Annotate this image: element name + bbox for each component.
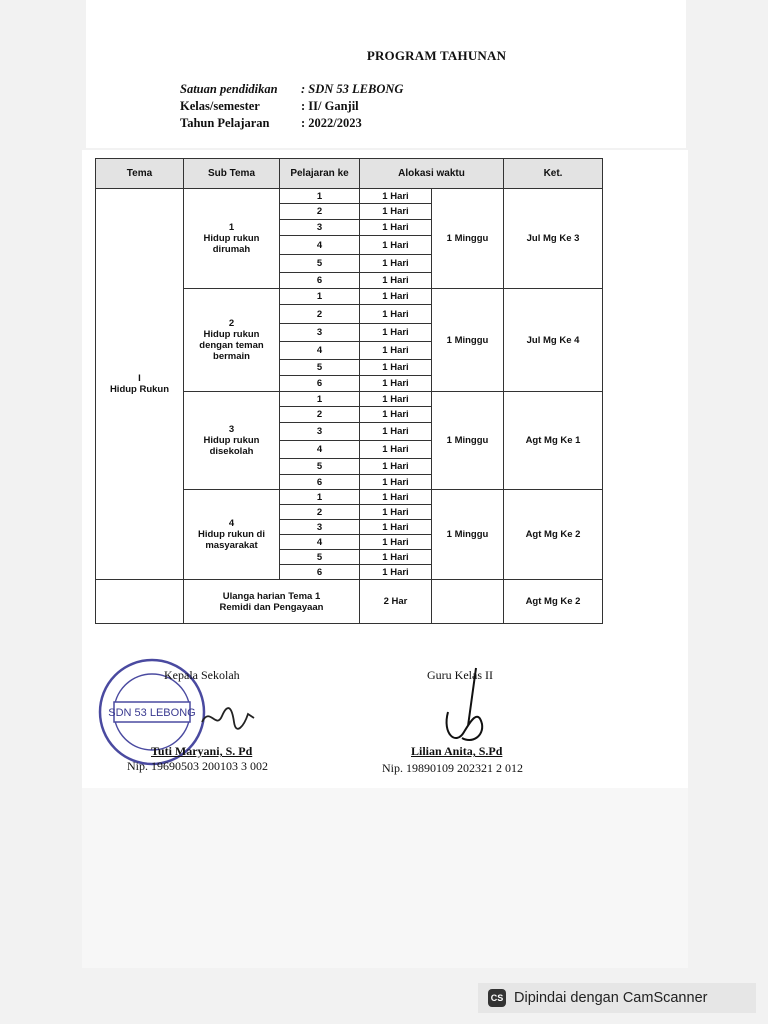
meta-label: Satuan pendidikan	[180, 82, 278, 96]
header-ket: Ket.	[504, 159, 603, 189]
lesson-duration-cell: 1 Hari	[360, 459, 432, 475]
week-allocation-cell: 1 Minggu	[432, 189, 504, 289]
lesson-duration-cell: 1 Hari	[360, 520, 432, 535]
lesson-duration-cell: 1 Hari	[360, 407, 432, 423]
signer-title: Guru Kelas II	[427, 668, 493, 682]
sub-tema-name: Hidup rukun di masyarakat	[197, 529, 266, 551]
lesson-duration-cell: 1 Hari	[360, 324, 432, 342]
lesson-number-cell: 3	[280, 520, 360, 535]
lesson-number-cell: 1	[280, 289, 360, 305]
header-sub-tema: Sub Tema	[184, 159, 280, 189]
lesson-duration-cell: 1 Hari	[360, 342, 432, 360]
week-allocation-cell: 1 Minggu	[432, 490, 504, 580]
signer-name: Lilian Anita, S.Pd	[411, 744, 503, 758]
lesson-duration-cell: 1 Hari	[360, 392, 432, 407]
meta-label: Kelas/semester	[180, 99, 260, 113]
lesson-duration-cell: 1 Hari	[360, 441, 432, 459]
lesson-number-cell: 4	[280, 441, 360, 459]
table-row-final	[96, 580, 603, 624]
final-line-2: Remidi dan Pengayaan	[219, 601, 324, 613]
sub-tema-cell	[184, 289, 280, 392]
meta-value: : 2022/2023	[301, 116, 362, 130]
empty-cell	[96, 580, 184, 624]
camscanner-label: Dipindai dengan CamScanner	[514, 990, 708, 1006]
lesson-duration-cell: 1 Hari	[360, 236, 432, 255]
lesson-number-cell: 5	[280, 550, 360, 565]
lesson-number-cell: 5	[280, 459, 360, 475]
header-pelajaran-ke: Pelajaran ke	[280, 159, 360, 189]
camscanner-badge	[478, 983, 756, 1013]
sub-tema-number: 3	[228, 424, 235, 435]
ket-cell: Agt Mg Ke 2	[504, 490, 603, 580]
lesson-duration-cell: 1 Hari	[360, 189, 432, 204]
lesson-duration-cell: 1 Hari	[360, 565, 432, 580]
lesson-number-cell: 6	[280, 376, 360, 392]
lesson-number-cell: 6	[280, 273, 360, 289]
lesson-number-cell: 5	[280, 255, 360, 273]
signer-nip: Nip. 19890109 202321 2 012	[382, 761, 523, 775]
camscanner-icon: CS	[488, 989, 506, 1007]
sub-tema-cell	[184, 189, 280, 289]
table-header-row	[96, 159, 603, 189]
lesson-number-cell: 1	[280, 189, 360, 204]
sub-tema-name: Hidup rukun disekolah	[203, 435, 260, 457]
lesson-duration-cell: 1 Hari	[360, 305, 432, 324]
signer-title: Kepala Sekolah	[164, 668, 240, 682]
lesson-duration-cell: 1 Hari	[360, 535, 432, 550]
empty-cell	[432, 580, 504, 624]
sub-tema-number: 2	[228, 318, 235, 329]
lesson-duration-cell: 1 Hari	[360, 273, 432, 289]
week-allocation-cell: 1 Minggu	[432, 392, 504, 490]
meta-row	[180, 116, 403, 133]
meta-label: Tahun Pelajaran	[180, 116, 270, 130]
final-ket-cell: Agt Mg Ke 2	[504, 580, 603, 624]
lesson-duration-cell: 1 Hari	[360, 289, 432, 305]
lesson-number-cell: 6	[280, 475, 360, 490]
lesson-number-cell: 3	[280, 220, 360, 236]
tema-cell	[96, 189, 184, 580]
stamp-text: SDN 53 LEBONG	[108, 707, 196, 719]
table-row	[96, 189, 603, 204]
lesson-duration-cell: 1 Hari	[360, 360, 432, 376]
lesson-duration-cell: 1 Hari	[360, 490, 432, 505]
lesson-number-cell: 4	[280, 535, 360, 550]
lesson-number-cell: 6	[280, 565, 360, 580]
lesson-number-cell: 5	[280, 360, 360, 376]
week-allocation-cell: 1 Minggu	[432, 289, 504, 392]
header-tema: Tema	[96, 159, 184, 189]
lesson-duration-cell: 1 Hari	[360, 204, 432, 220]
sub-tema-cell	[184, 392, 280, 490]
meta-value: : II/ Ganjil	[301, 99, 359, 113]
lesson-number-cell: 1	[280, 392, 360, 407]
lesson-duration-cell: 1 Hari	[360, 475, 432, 490]
lesson-number-cell: 4	[280, 236, 360, 255]
signer-name: Tuti Maryani, S. Pd	[151, 744, 253, 758]
lesson-number-cell: 2	[280, 505, 360, 520]
sub-tema-cell	[184, 490, 280, 580]
final-description-cell	[184, 580, 360, 624]
lesson-number-cell: 2	[280, 407, 360, 423]
sub-tema-number: 1	[228, 222, 235, 233]
lesson-number-cell: 3	[280, 324, 360, 342]
paper-bottom-area	[82, 788, 688, 968]
lesson-duration-cell: 1 Hari	[360, 255, 432, 273]
sub-tema-number: 4	[228, 518, 235, 529]
lesson-duration-cell: 1 Hari	[360, 550, 432, 565]
ket-cell: Jul Mg Ke 4	[504, 289, 603, 392]
table-body	[96, 189, 603, 624]
lesson-duration-cell: 1 Hari	[360, 423, 432, 441]
ket-cell: Jul Mg Ke 3	[504, 189, 603, 289]
meta-row	[180, 82, 403, 99]
lesson-number-cell: 4	[280, 342, 360, 360]
lesson-number-cell: 2	[280, 204, 360, 220]
lesson-number-cell: 3	[280, 423, 360, 441]
lesson-number-cell: 2	[280, 305, 360, 324]
lesson-duration-cell: 1 Hari	[360, 376, 432, 392]
header-alokasi-waktu: Alokasi waktu	[360, 159, 504, 189]
lesson-duration-cell: 1 Hari	[360, 220, 432, 236]
final-duration-cell: 2 Har	[360, 580, 432, 624]
signature-left-scribble	[198, 696, 258, 736]
meta-row	[180, 99, 403, 116]
document-title: PROGRAM TAHUNAN	[366, 48, 507, 63]
lesson-number-cell: 1	[280, 490, 360, 505]
meta-value: : SDN 53 LEBONG	[301, 82, 404, 96]
ket-cell: Agt Mg Ke 1	[504, 392, 603, 490]
sub-tema-name: Hidup rukun dengan teman bermain	[199, 329, 264, 362]
signer-nip: Nip. 19690503 200103 3 002	[127, 759, 268, 773]
document-meta	[180, 82, 403, 133]
sub-tema-name: Hidup rukun dirumah	[203, 233, 260, 255]
tema-number: I	[138, 373, 141, 384]
program-table	[95, 158, 603, 624]
lesson-duration-cell: 1 Hari	[360, 505, 432, 520]
tema-name: Hidup Rukun	[109, 384, 170, 395]
final-line-1: Ulanga harian Tema 1	[222, 590, 321, 602]
